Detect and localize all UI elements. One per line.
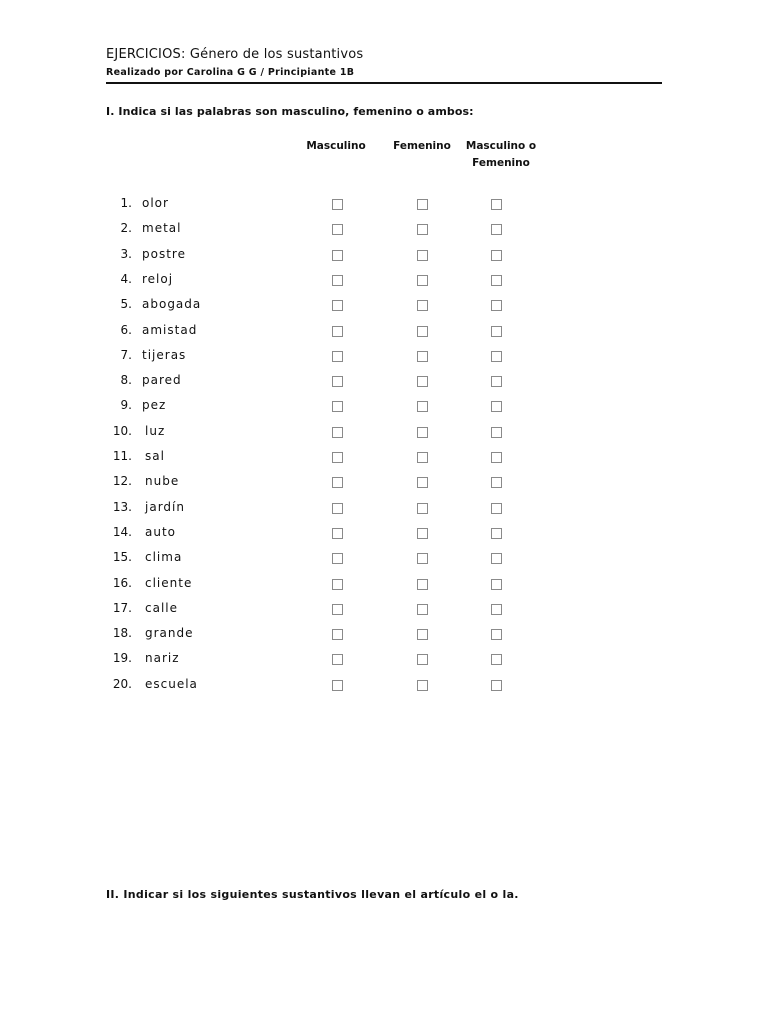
item-number: 11. xyxy=(112,449,132,463)
checkbox-masculino[interactable] xyxy=(332,680,343,691)
checkbox-masculino[interactable] xyxy=(332,250,343,261)
item-word: clima xyxy=(145,550,183,564)
item-word: calle xyxy=(145,601,179,615)
header-divider xyxy=(106,82,662,84)
checkbox-masculino[interactable] xyxy=(332,553,343,564)
section-2-instruction: II. Indicar si los siguientes sustantivos llevan el artículo el o la. xyxy=(106,888,519,901)
checkbox-masculino[interactable] xyxy=(332,477,343,488)
column-header-ambos xyxy=(459,138,543,172)
item-number: 4. xyxy=(120,272,132,286)
item-word: amistad xyxy=(142,323,198,337)
checkbox-femenino[interactable] xyxy=(417,503,428,514)
checkbox-masculino[interactable] xyxy=(332,275,343,286)
checkbox-femenino[interactable] xyxy=(417,477,428,488)
checkbox-masculino[interactable] xyxy=(332,629,343,640)
item-number: 3. xyxy=(120,247,132,261)
column-header-ambos-line2: Femenino xyxy=(472,157,530,169)
checkbox-masculino[interactable] xyxy=(332,351,343,362)
checkbox-femenino[interactable] xyxy=(417,326,428,337)
checkbox-femenino[interactable] xyxy=(417,604,428,615)
checkbox-femenino[interactable] xyxy=(417,629,428,640)
item-number: 1. xyxy=(120,196,132,210)
item-number: 10. xyxy=(112,424,132,438)
column-header-masculino xyxy=(296,138,376,155)
item-word: reloj xyxy=(142,272,174,286)
checkbox-femenino[interactable] xyxy=(417,275,428,286)
section-1-instruction: I. Indica si las palabras son masculino, femenino o ambos: xyxy=(106,105,474,118)
item-number: 18. xyxy=(112,626,132,640)
item-word: luz xyxy=(145,424,166,438)
author-line: Realizado por Carolina G G / Principiante 1B xyxy=(106,67,355,78)
item-number: 15. xyxy=(112,550,132,564)
item-number: 13. xyxy=(112,500,132,514)
checkbox-masculino[interactable] xyxy=(332,427,343,438)
item-number: 6. xyxy=(120,323,132,337)
checkbox-ambos[interactable] xyxy=(491,427,502,438)
item-word: postre xyxy=(142,247,186,261)
checkbox-masculino[interactable] xyxy=(332,224,343,235)
checkbox-masculino[interactable] xyxy=(332,604,343,615)
checkbox-femenino[interactable] xyxy=(417,300,428,311)
item-number: 20. xyxy=(112,677,132,691)
item-number: 17. xyxy=(112,601,132,615)
item-word: metal xyxy=(142,221,182,235)
item-word: nube xyxy=(145,474,180,488)
checkbox-femenino[interactable] xyxy=(417,579,428,590)
item-word: escuela xyxy=(145,677,198,691)
checkbox-femenino[interactable] xyxy=(417,199,428,210)
checkbox-masculino[interactable] xyxy=(332,579,343,590)
checkbox-femenino[interactable] xyxy=(417,427,428,438)
checkbox-masculino[interactable] xyxy=(332,654,343,665)
checkbox-ambos[interactable] xyxy=(491,553,502,564)
checkbox-ambos[interactable] xyxy=(491,376,502,387)
checkbox-masculino[interactable] xyxy=(332,326,343,337)
checkbox-ambos[interactable] xyxy=(491,604,502,615)
item-word: abogada xyxy=(142,297,202,311)
checkbox-ambos[interactable] xyxy=(491,224,502,235)
item-word: pez xyxy=(142,398,167,412)
checkbox-ambos[interactable] xyxy=(491,528,502,539)
checkbox-ambos[interactable] xyxy=(491,300,502,311)
checkbox-masculino[interactable] xyxy=(332,401,343,412)
item-word: grande xyxy=(145,626,194,640)
column-header-masculino-label: Masculino xyxy=(306,140,366,152)
checkbox-ambos[interactable] xyxy=(491,654,502,665)
checkbox-masculino[interactable] xyxy=(332,300,343,311)
item-number: 16. xyxy=(112,576,132,590)
checkbox-ambos[interactable] xyxy=(491,351,502,362)
item-number: 5. xyxy=(120,297,132,311)
item-number: 14. xyxy=(112,525,132,539)
column-header-femenino xyxy=(384,138,460,155)
item-word: olor xyxy=(142,196,169,210)
checkbox-femenino[interactable] xyxy=(417,528,428,539)
checkbox-femenino[interactable] xyxy=(417,680,428,691)
item-number: 2. xyxy=(120,221,132,235)
item-word: tijeras xyxy=(142,348,187,362)
checkbox-femenino[interactable] xyxy=(417,452,428,463)
checkbox-masculino[interactable] xyxy=(332,199,343,210)
checkbox-ambos[interactable] xyxy=(491,275,502,286)
item-word: sal xyxy=(145,449,165,463)
checkbox-ambos[interactable] xyxy=(491,503,502,514)
checkbox-ambos[interactable] xyxy=(491,680,502,691)
checkbox-femenino[interactable] xyxy=(417,224,428,235)
item-word: cliente xyxy=(145,576,193,590)
checkbox-femenino[interactable] xyxy=(417,250,428,261)
checkbox-femenino[interactable] xyxy=(417,654,428,665)
checkbox-femenino[interactable] xyxy=(417,553,428,564)
item-number: 12. xyxy=(112,474,132,488)
checkbox-ambos[interactable] xyxy=(491,401,502,412)
item-number: 19. xyxy=(112,651,132,665)
column-header-ambos-line1: Masculino o xyxy=(465,140,537,152)
checkbox-ambos[interactable] xyxy=(491,326,502,337)
item-number: 7. xyxy=(120,348,132,362)
checkbox-ambos[interactable] xyxy=(491,477,502,488)
checkbox-femenino[interactable] xyxy=(417,401,428,412)
checkbox-masculino[interactable] xyxy=(332,503,343,514)
item-word: pared xyxy=(142,373,182,387)
checkbox-ambos[interactable] xyxy=(491,250,502,261)
checkbox-ambos[interactable] xyxy=(491,452,502,463)
item-word: jardín xyxy=(145,500,185,514)
item-word: auto xyxy=(145,525,177,539)
checkbox-femenino[interactable] xyxy=(417,351,428,362)
checkbox-ambos[interactable] xyxy=(491,579,502,590)
checkbox-masculino[interactable] xyxy=(332,452,343,463)
checkbox-femenino[interactable] xyxy=(417,376,428,387)
item-number: 9. xyxy=(120,398,132,412)
checkbox-ambos[interactable] xyxy=(491,629,502,640)
item-word: nariz xyxy=(145,651,180,665)
checkbox-masculino[interactable] xyxy=(332,528,343,539)
checkbox-ambos[interactable] xyxy=(491,199,502,210)
column-header-femenino-label: Femenino xyxy=(393,140,451,152)
item-number: 8. xyxy=(120,373,132,387)
checkbox-masculino[interactable] xyxy=(332,376,343,387)
document-title: EJERCICIOS: Género de los sustantivos xyxy=(106,47,364,62)
